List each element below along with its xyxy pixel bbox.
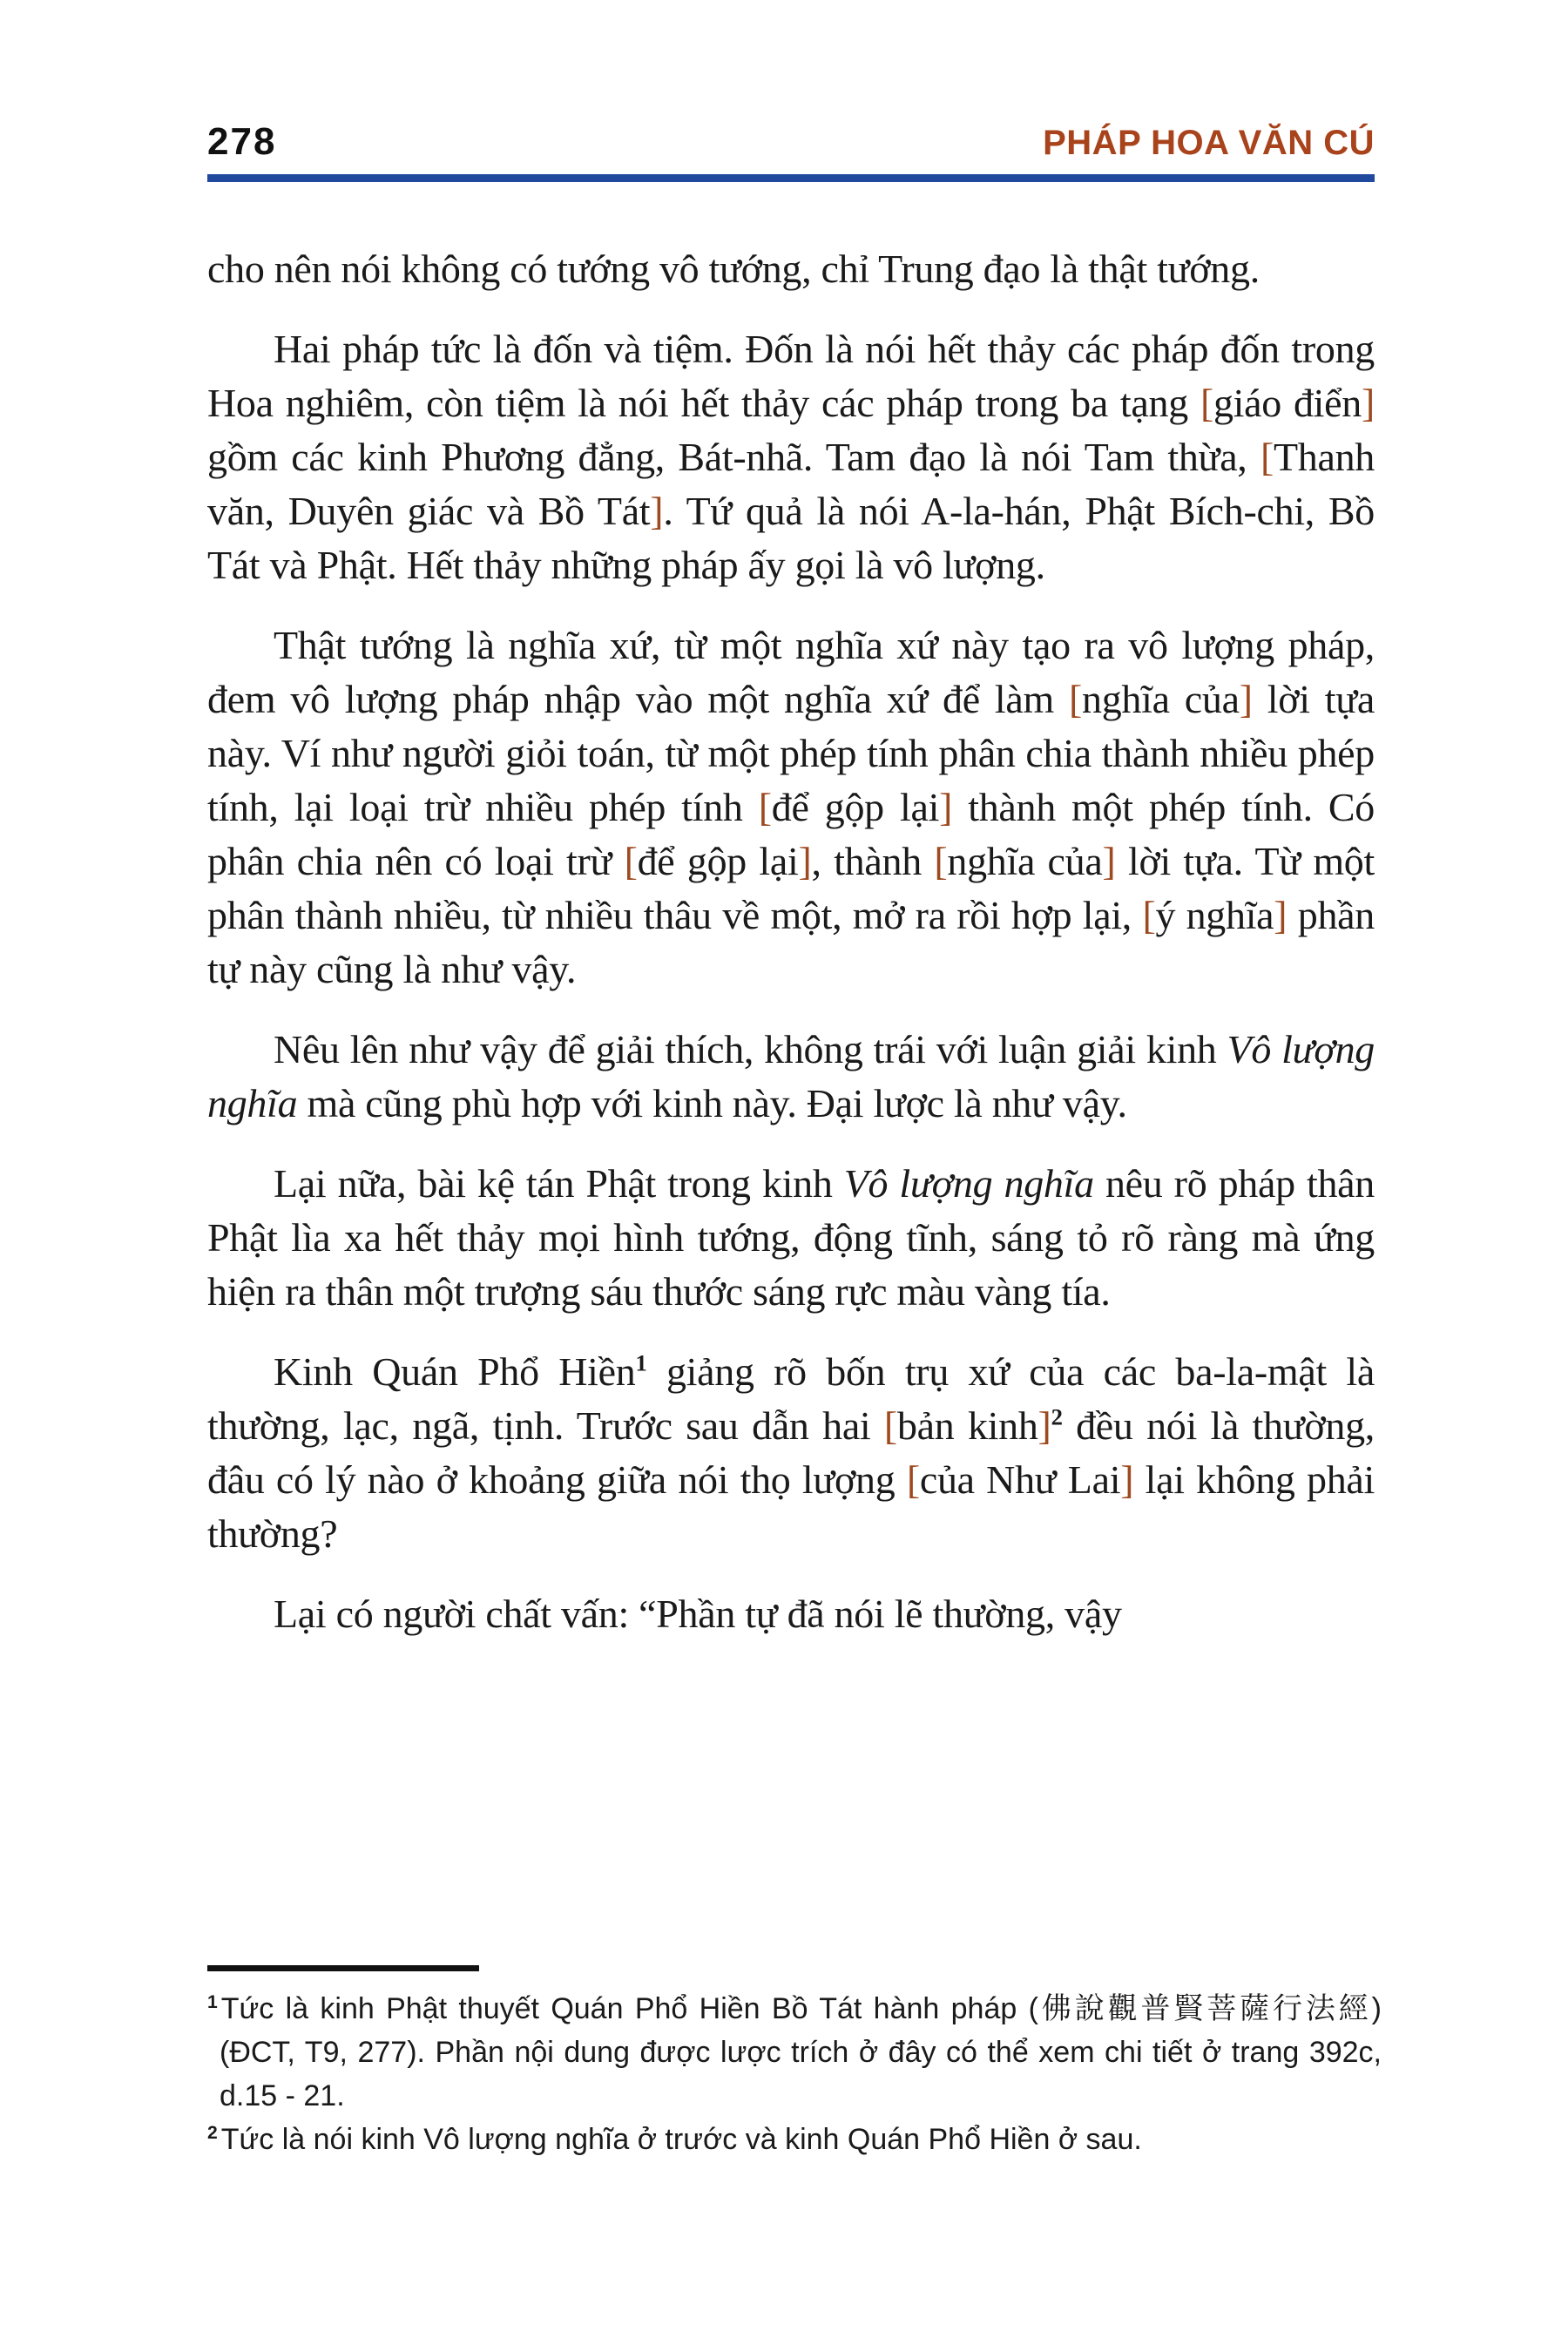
footnote-reference: 1 xyxy=(635,1349,647,1376)
text-segment: giáo điển xyxy=(1213,381,1362,425)
footnotes xyxy=(207,1962,1382,2161)
text-segment: , thành xyxy=(811,839,935,883)
footnote-separator xyxy=(207,1965,479,1971)
header-rule xyxy=(207,174,1375,182)
sutra-title: Vô lượng nghĩa xyxy=(207,1027,1375,1125)
text-segment: thành một phép tính. Có phân chia nên có loại trừ xyxy=(207,785,1375,883)
text-segment: Thật tướng là nghĩa xứ, từ một nghĩa xứ này tạo ra vô lượng pháp, đem vô lượng pháp nhập vào một nghĩa xứ để làm xyxy=(207,623,1375,721)
editorial-bracket: [ xyxy=(1260,435,1274,479)
editorial-bracket: [ xyxy=(883,1403,897,1448)
paragraph xyxy=(207,618,1375,997)
text-segment: Kinh Quán Phổ Hiền xyxy=(274,1349,636,1394)
text-segment: . Tứ quả là nói A-la-hán, Phật Bích-chi, Bồ Tát và Phật. Hết thảy những pháp ấy gọi là vô lượng. xyxy=(207,489,1375,587)
text-segment: Nêu lên như vậy để giải thích, không trái với luận giải kinh xyxy=(274,1027,1227,1071)
text-segment: Thanh văn, Duyên giác và Bồ Tát xyxy=(207,435,1375,533)
text-segment: nêu rõ pháp thân Phật lìa xa hết thảy mọi hình tướng, động tĩnh, sáng tỏ rõ ràng mà ứng hiện ra thân một trượng sáu thước sáng rực màu vàng tía. xyxy=(207,1161,1375,1314)
text-segment: lời tựa này. Ví như người giỏi toán, từ một phép tính phân chia thành nhiều phép tính, lại loại trừ nhiều phép tính xyxy=(207,677,1375,829)
text-segment: nghĩa của xyxy=(1082,677,1240,721)
text-segment: giảng rõ bốn trụ xứ của các ba-la-mật là thường, lạc, ngã, tịnh. Trước sau dẫn hai xyxy=(207,1349,1375,1448)
text-segment: gồm các kinh Phương đẳng, Bát-nhã. Tam đạo là nói Tam thừa, xyxy=(207,435,1260,479)
footnote-list xyxy=(207,1987,1382,2161)
footnote-marker: 1 xyxy=(207,1991,218,2012)
footnote xyxy=(207,1987,1382,2118)
editorial-bracket: ] xyxy=(1361,381,1375,425)
paragraph xyxy=(207,1023,1375,1131)
footnote-marker: 2 xyxy=(207,2122,218,2143)
paragraph xyxy=(207,1587,1375,1641)
text-segment: bản kinh xyxy=(896,1403,1038,1448)
editorial-bracket: ] xyxy=(1239,677,1253,721)
editorial-bracket: ] xyxy=(1274,893,1288,937)
text-segment: phần tự này cũng là như vậy. xyxy=(207,893,1375,991)
editorial-bracket: ] xyxy=(1120,1457,1134,1502)
footnote-reference: 2 xyxy=(1051,1403,1063,1430)
text-segment: Hai pháp tức là đốn và tiệm. Đốn là nói hết thảy các pháp đốn trong Hoa nghiêm, còn tiệm là nói hết thảy các pháp trong ba tạng xyxy=(207,327,1375,425)
text-segment: lời tựa. Từ một phân thành nhiều, từ nhiều thâu về một, mở ra rồi hợp lại, xyxy=(207,839,1375,937)
text-segment: ý nghĩa xyxy=(1155,893,1274,937)
paragraph xyxy=(207,242,1375,296)
editorial-bracket: ] xyxy=(798,839,812,883)
editorial-bracket: ] xyxy=(1037,1403,1051,1448)
footnote xyxy=(207,2118,1382,2161)
editorial-bracket: [ xyxy=(624,839,638,883)
footnote-text: Tức là kinh Phật thuyết Quán Phổ Hiền Bồ Tát hành pháp (佛說觀普賢菩薩行法經) (ĐCT, T9, 277). Phần nội dung được lược trích ở đây có thể xem chi tiết ở trang 392c, d.15 - 21. xyxy=(220,1992,1382,2112)
editorial-bracket: ] xyxy=(939,785,953,829)
paragraph xyxy=(207,322,1375,592)
text-segment: đều nói là thường, đâu có lý nào ở khoảng giữa nói thọ lượng xyxy=(207,1403,1375,1502)
text-segment: Lại nữa, bài kệ tán Phật trong kinh xyxy=(274,1161,844,1206)
editorial-bracket: ] xyxy=(1102,839,1116,883)
text-segment: để gộp lại xyxy=(771,785,940,829)
page-number: 278 xyxy=(207,120,277,163)
running-title: PHÁP HOA VĂN CÚ xyxy=(1043,124,1375,162)
editorial-bracket: [ xyxy=(1069,677,1083,721)
editorial-bracket: [ xyxy=(934,839,948,883)
text-segment: lại không phải thường? xyxy=(207,1457,1375,1556)
text-segment: cho nên nói không có tướng vô tướng, chỉ Trung đạo là thật tướng. xyxy=(207,247,1260,291)
text-segment: của Như Lai xyxy=(919,1457,1121,1502)
editorial-bracket: [ xyxy=(758,785,772,829)
editorial-bracket: [ xyxy=(1200,381,1213,425)
text-segment: Lại có người chất vấn: “Phần tự đã nói lẽ thường, vậy xyxy=(274,1592,1122,1636)
editorial-bracket: [ xyxy=(906,1457,920,1502)
sutra-title: Vô lượng nghĩa xyxy=(843,1161,1094,1206)
text-segment: mà cũng phù hợp với kinh này. Đại lược là như vậy. xyxy=(297,1081,1127,1125)
paragraph xyxy=(207,1157,1375,1319)
text-segment: nghĩa của xyxy=(947,839,1103,883)
body-text xyxy=(207,242,1375,1667)
text-segment: để gộp lại xyxy=(637,839,799,883)
paragraph xyxy=(207,1345,1375,1561)
editorial-bracket: ] xyxy=(650,489,664,533)
footnote-text: Tức là nói kinh Vô lượng nghĩa ở trước và kinh Quán Phổ Hiền ở sau. xyxy=(220,2123,1142,2156)
editorial-bracket: [ xyxy=(1142,893,1156,937)
page-header xyxy=(207,120,1375,164)
